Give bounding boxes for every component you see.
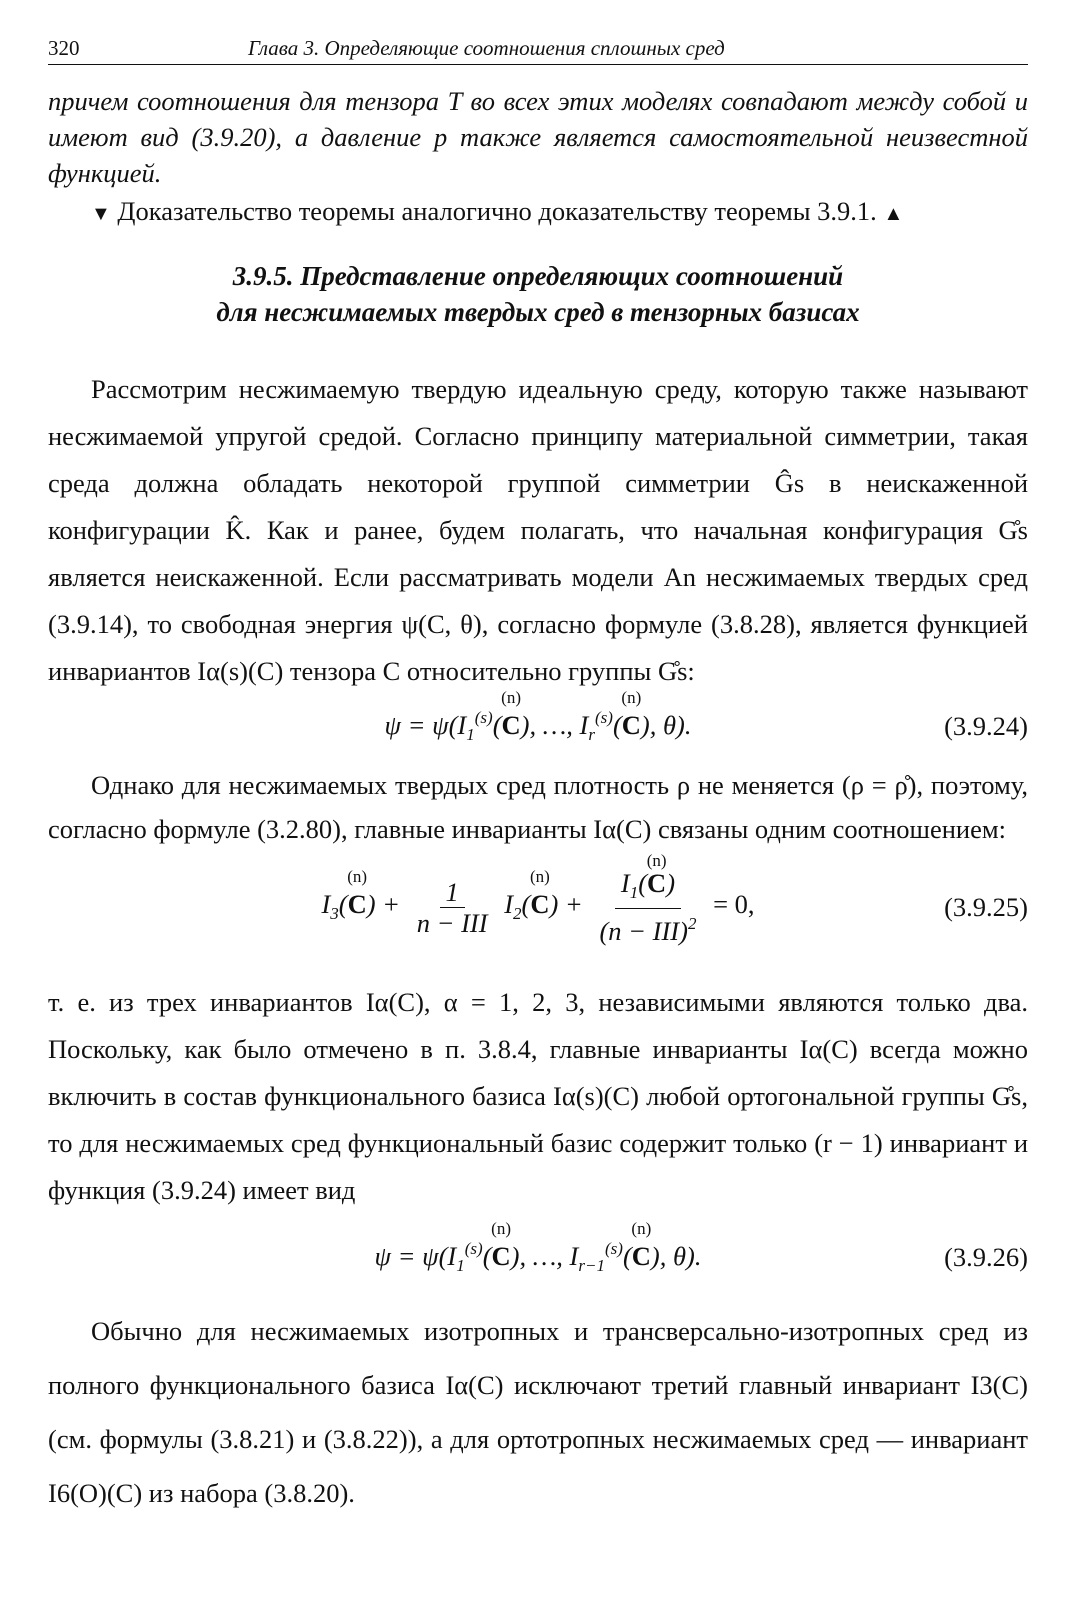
page bbox=[48, 34, 1028, 1520]
proof-text: Доказательство теоремы аналогично доказательству теоремы 3.9.1. bbox=[117, 196, 877, 226]
equation-3-9-24 bbox=[48, 687, 1028, 755]
equation-3-9-26 bbox=[48, 1218, 1028, 1292]
fraction: $I_1$( (n) C) (n − III)$^2$ bbox=[599, 851, 697, 946]
equation-body: $I_3$( (n) C) + $\frac{1}{\text{n − III}}$ $I_2$( (n) C) + $I_1$( (n) C) (n − III)$^2$ = 0, bbox=[321, 851, 755, 946]
fraction: $\frac{1}{\text{n − III}}$ bbox=[416, 876, 488, 938]
section-title-line1: 3.9.5. Представление определяющих соотношений bbox=[232, 261, 844, 291]
paragraph-1: Рассмотрим несжимаемую твердую идеальную среду, которую также называют несжимаемой упругой средой. Согласно принципу материальной симметрии, такая среда должна обладать некоторой группой симметрии Ĝs в неискаженной конфигурации K̂. Как и ранее, будем полагать, что начальная конфигурация G̊s является неискаженной. Если рассматривать модели An несжимаемых твердых сред (3.9.14), то свободная энергия ψ(C, θ), согласно формуле (3.8.28), является функцией инвариантов Iα(s)(C) тензора C относительно группы G̊s: bbox=[48, 374, 1028, 686]
equation-3-9-25 bbox=[48, 851, 1028, 959]
proof-start-icon: ▼ bbox=[91, 203, 111, 225]
equation-number: (3.9.25) bbox=[944, 891, 1028, 922]
equation-body: $\psi = \psi(I_1^{(s)}$( (n) C), …, $I_r^{(s)}$( (n) C), θ). bbox=[384, 687, 692, 744]
proof-line bbox=[48, 193, 1028, 232]
section-heading bbox=[48, 258, 1028, 330]
chapter-title: Глава 3. Определяющие соотношения сплошных сред bbox=[248, 36, 725, 60]
section-title-line2: для несжимаемых твердых сред в тензорных базисах bbox=[216, 297, 860, 327]
equation-number: (3.9.26) bbox=[944, 1241, 1028, 1272]
theorem-tail: причем соотношения для тензора T во всех этих моделях совпадают между собой и имеют вид (3.9.20), а давление p также является самостоятельной неизвестной функцией. bbox=[48, 86, 1028, 188]
paragraph-4: Обычно для несжимаемых изотропных и трансверсально-изотропных сред из полного функционального базиса Iα(C) исключают третий главный инвариант I3(C) (см. формулы (3.8.21) и (3.8.22)), а для ортотропных несжимаемых сред — инвариант I6(O)(C) из набора (3.8.20). bbox=[48, 1316, 1028, 1508]
paragraph-3: т. е. из трех инвариантов Iα(C), α = 1, 2, 3, независимыми являются только два. Поскольку, как было отмечено в п. 3.8.4, главные инварианты Iα(C) всегда можно включить в состав функционального базиса Iα(s)(C) любой ортогональной группы G̊s, то для несжимаемых сред функциональный базис содержит только (r − 1) инвариант и функция (3.9.24) имеет вид bbox=[48, 987, 1028, 1205]
equation-number: (3.9.24) bbox=[944, 710, 1028, 741]
section-number: 3.9.5. bbox=[232, 261, 294, 291]
running-header bbox=[48, 34, 1028, 65]
proof-end-icon: ▲ bbox=[883, 203, 904, 225]
paragraph-2: Однако для несжимаемых твердых сред плотность ρ не меняется (ρ = ρ̊), поэтому, согласно формуле (3.2.80), главные инварианты Iα(C) связаны одним соотношением: bbox=[48, 770, 1028, 844]
equation-body: $\psi = \psi(I_1^{(s)}$( (n) C), …, $I_{r-1}^{(s)}$( (n) C), θ). bbox=[374, 1218, 702, 1275]
page-number: 320 bbox=[48, 36, 80, 60]
